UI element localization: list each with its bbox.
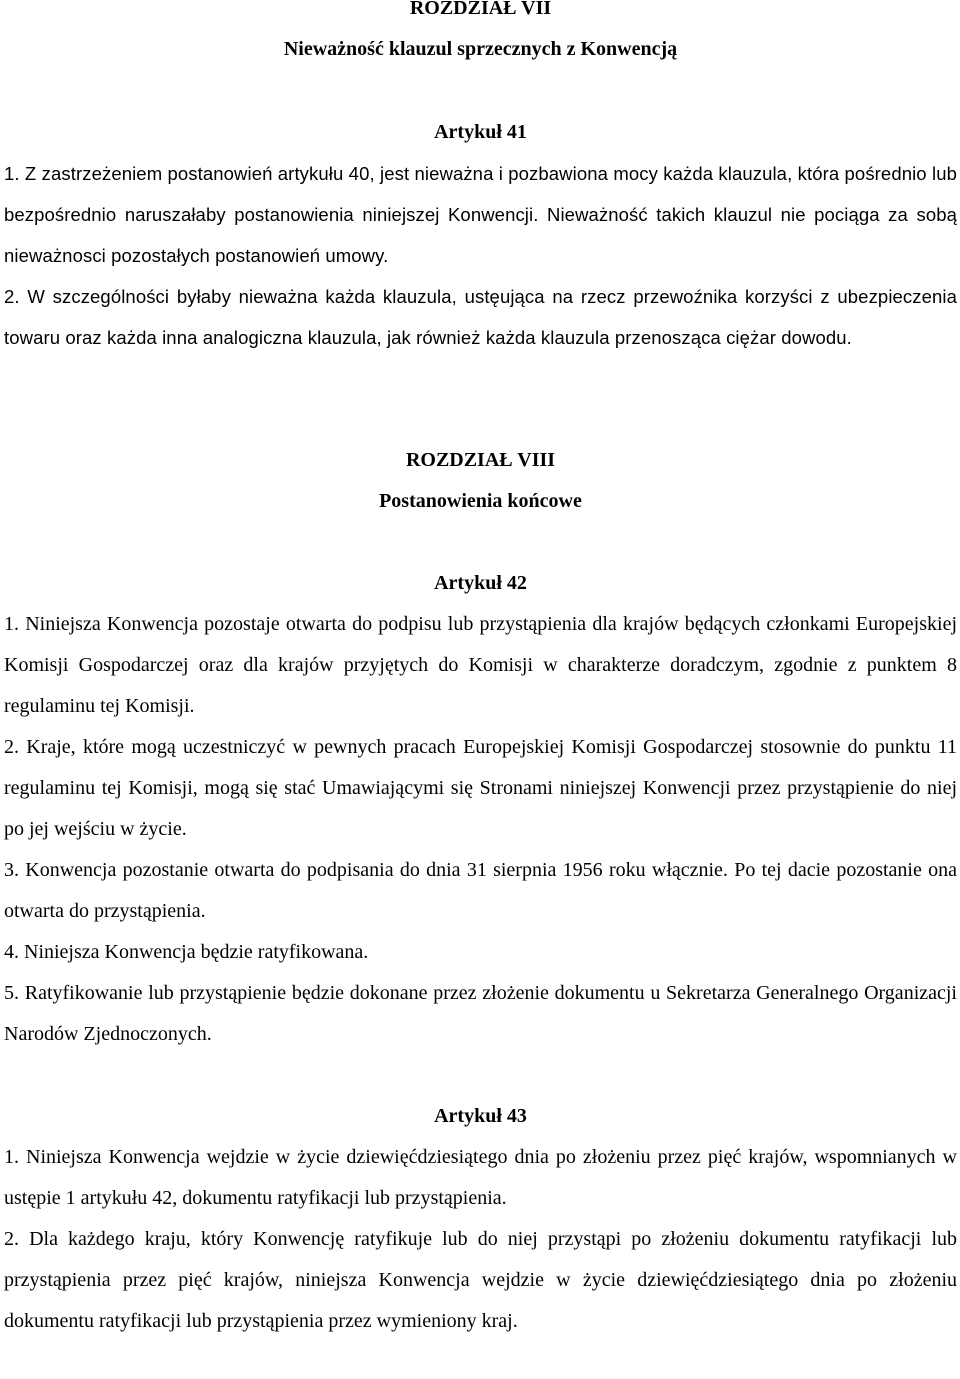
- article-42-paragraph-3: 3. Konwencja pozostanie otwarta do podpisania do dnia 31 sierpnia 1956 roku włącznie. Po tej dacie pozostanie ona otwarta do przystąpienia.: [4, 859, 957, 922]
- article-43-paragraph-1: 1. Niniejsza Konwencja wejdzie w życie dziewięćdziesiątego dnia po złożeniu przez pięć krajów, wspomnianych w ustępie 1 artykułu 42, dokumentu ratyfikacji lub przystąpienia.: [4, 1146, 957, 1209]
- article-43-title: Artykuł 43: [434, 1105, 527, 1127]
- chapter-7-subtitle: Nieważność klauzul sprzecznych z Konwencją: [283, 38, 678, 60]
- chapter-7-title: ROZDZIAŁ VII: [409, 0, 552, 19]
- article-42-paragraph-2: 2. Kraje, które mogą uczestniczyć w pewnych pracach Europejskiej Komisji Gospodarczej stosownie do punktu 11 regulaminu tej Komisji, mogą się stać Umawiającymi się Stronami niniejszej Konwencji przez przystąpienie do niej po jej wejściu w życie.: [4, 736, 957, 840]
- article-43-paragraph-2: 2. Dla każdego kraju, który Konwencję ratyfikuje lub do niej przystąpi po złożeniu dokumentu ratyfikacji lub przystąpienia przez pięć krajów, niniejsza Konwencja wejdzie w życie dziewięćdziesiątego dnia po złożeniu dokumentu ratyfikacji lub przystąpienia przez wymieniony kraj.: [4, 1228, 957, 1332]
- article-41-paragraph-2: 2. W szczególności byłaby nieważna każda klauzula, ustęująca na rzecz przewoźnika korzyści z ubezpieczenia towaru oraz każda inna analogiczna klauzula, jak również każda klauzula przenosząca ciężar dowodu.: [4, 286, 957, 348]
- chapter-8-title: ROZDZIAŁ VIII: [405, 449, 556, 471]
- article-41-title: Artykuł 41: [434, 121, 527, 143]
- article-41-paragraph-1: 1. Z zastrzeżeniem postanowień artykułu 40, jest nieważna i pozbawiona mocy każda klauzula, która pośrednio lub bezpośrednio naruszałaby postanowienia niniejszej Konwencji. Nieważność takich klauzul nie pociąga za sobą nieważnosci pozostałych postanowień umowy.: [4, 163, 957, 266]
- chapter-8-subtitle: Postanowienia końcowe: [379, 490, 582, 512]
- article-42-paragraph-4: 4. Niniejsza Konwencja będzie ratyfikowana.: [4, 941, 369, 963]
- article-42-title: Artykuł 42: [434, 572, 527, 594]
- article-42-paragraph-5: 5. Ratyfikowanie lub przystąpienie będzie dokonane przez złożenie dokumentu u Sekretarza Generalnego Organizacji Narodów Zjednoczonych.: [4, 982, 957, 1045]
- article-42-paragraph-1: 1. Niniejsza Konwencja pozostaje otwarta do podpisu lub przystąpienia dla krajów będących członkami Europejskiej Komisji Gospodarczej oraz dla krajów przyjętych do Komisji w charakterze doradczym, zgodnie z punktem 8 regulaminu tej Komisji.: [4, 613, 957, 717]
